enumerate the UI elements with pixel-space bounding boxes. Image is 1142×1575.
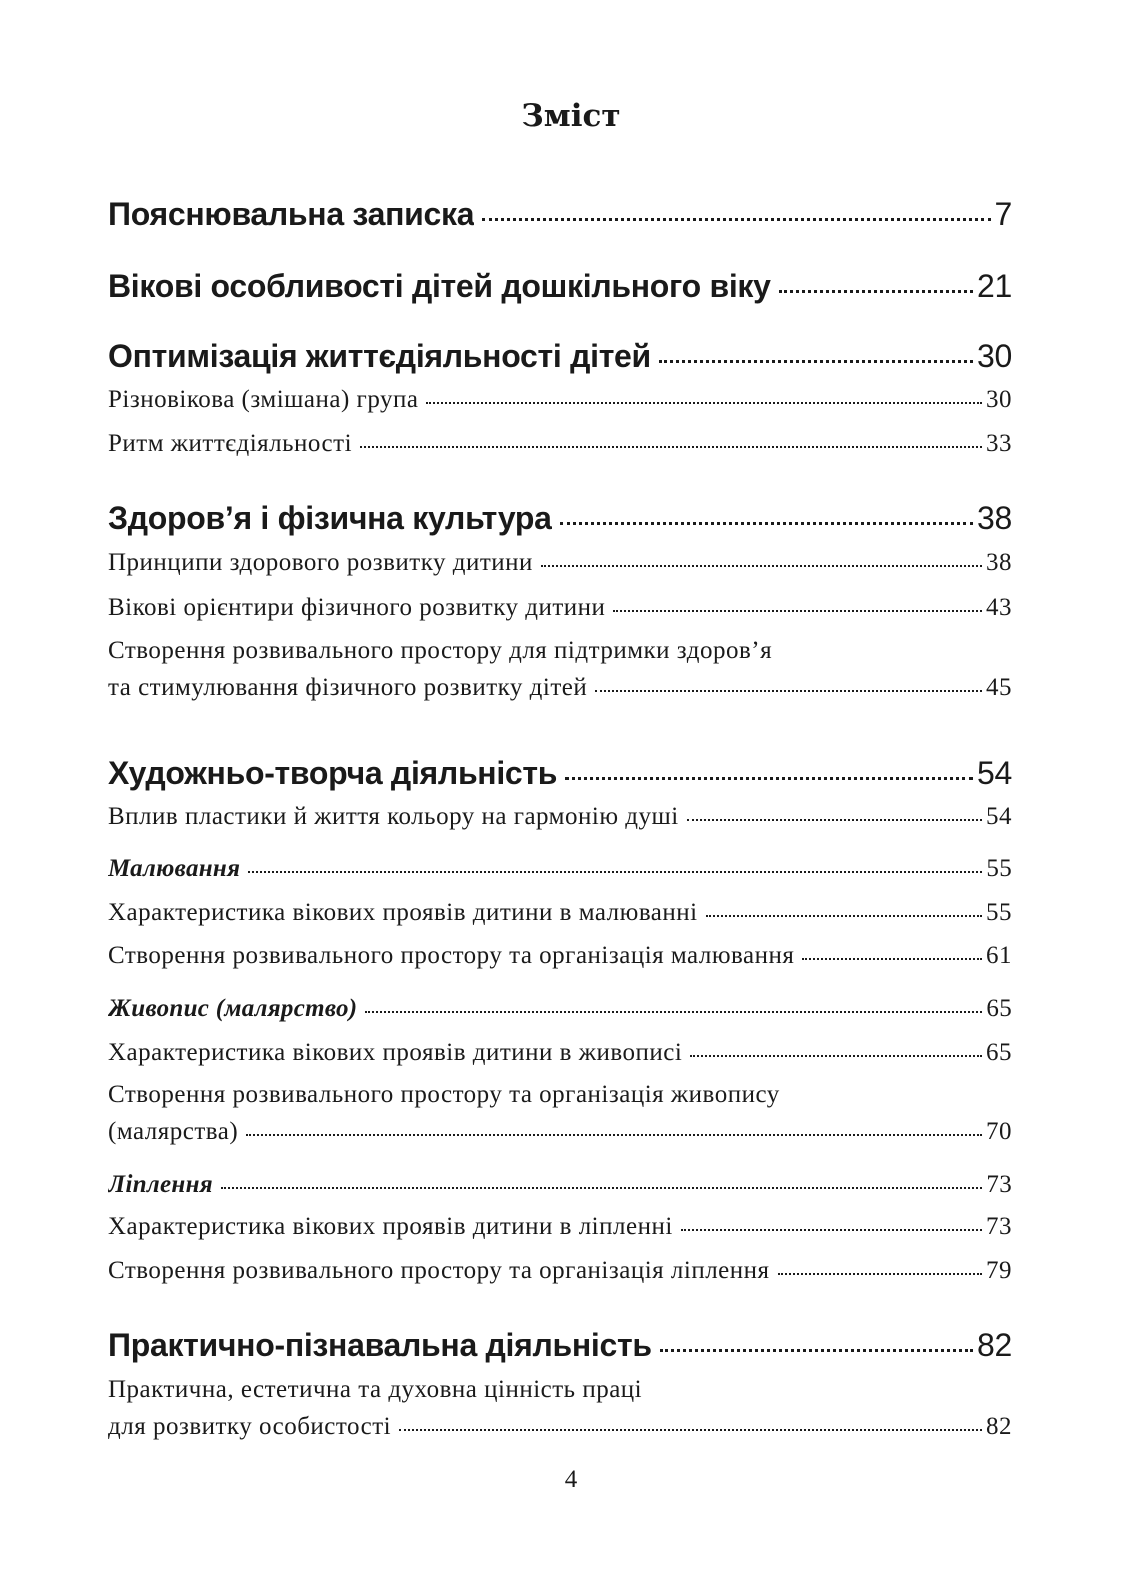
toc-subentry-line1[interactable]: Практична, естетична та духовна цінність праці xyxy=(108,1376,643,1403)
toc-page-number: 55 xyxy=(986,899,1012,926)
toc-subentry[interactable] xyxy=(108,1213,1012,1241)
toc-page-number: 61 xyxy=(986,942,1012,969)
dot-leader xyxy=(399,1429,982,1431)
toc-page-number: 82 xyxy=(977,1327,1012,1363)
toc-page-number: 65 xyxy=(986,995,1012,1022)
toc-page-number: 30 xyxy=(977,338,1012,374)
toc-entry-title: та стимулювання фізичного розвитку дітей xyxy=(108,674,588,701)
toc-entry-title: Практично-пізнавальна діяльність xyxy=(108,1327,652,1363)
toc-subentry[interactable] xyxy=(108,430,1012,458)
toc-subsection-modeling[interactable] xyxy=(108,1171,1012,1199)
toc-entry-title: для розвитку особистості xyxy=(108,1413,392,1440)
toc-section-age-features[interactable] xyxy=(108,268,1012,305)
page-number: 4 xyxy=(564,1466,578,1493)
toc-entry-title: Створення розвивального простору та організація ліплення xyxy=(108,1257,770,1284)
dot-leader xyxy=(778,1273,982,1275)
toc-subentry[interactable] xyxy=(108,1257,1012,1285)
dot-leader xyxy=(246,1134,982,1136)
toc-entry-title: Вікові орієнтири фізичного розвитку дитини xyxy=(108,594,606,621)
page-title: Зміст xyxy=(521,98,621,134)
dot-leader xyxy=(802,958,982,960)
toc-subentry[interactable] xyxy=(108,674,1012,702)
toc-subentry[interactable] xyxy=(108,1118,1012,1146)
dot-leader xyxy=(360,446,982,448)
dot-leader xyxy=(595,690,982,692)
dot-leader xyxy=(560,522,973,525)
dot-leader xyxy=(365,1011,982,1013)
toc-page-number: 43 xyxy=(986,594,1012,621)
toc-section-art-creative[interactable] xyxy=(108,755,1012,792)
toc-entry-title: Створення розвивального простору та організація малювання xyxy=(108,942,795,969)
toc-page-number: 82 xyxy=(986,1413,1012,1440)
toc-subentry[interactable] xyxy=(108,1039,1012,1067)
toc-subsection-drawing[interactable] xyxy=(108,855,1012,883)
toc-entry-title: Ритм життєдіяльності xyxy=(108,430,353,457)
toc-subentry[interactable] xyxy=(108,594,1012,622)
toc-entry-title: Малювання xyxy=(108,855,241,882)
dot-leader xyxy=(706,915,982,917)
toc-subentry[interactable] xyxy=(108,803,1012,831)
toc-subsection-painting[interactable] xyxy=(108,995,1012,1023)
toc-page-number: 79 xyxy=(986,1257,1012,1284)
toc-page-number: 55 xyxy=(986,855,1012,882)
toc-page-number: 70 xyxy=(986,1118,1012,1145)
dot-leader xyxy=(221,1187,982,1189)
toc-page-number: 73 xyxy=(986,1171,1012,1198)
toc-entry-title: Оптимізація життєдіяльності дітей xyxy=(108,338,651,374)
toc-entry-title: Характеристика вікових проявів дитини в малюванні xyxy=(108,899,698,926)
dot-leader xyxy=(426,402,982,404)
toc-entry-title: Характеристика вікових проявів дитини в ліпленні xyxy=(108,1213,673,1240)
dot-leader xyxy=(482,218,990,221)
dot-leader xyxy=(681,1229,982,1231)
dot-leader xyxy=(541,565,982,567)
toc-entry-title: Характеристика вікових проявів дитини в живописі xyxy=(108,1039,683,1066)
toc-entry-title: Пояснювальна записка xyxy=(108,196,475,232)
toc-section-practical-cognitive[interactable] xyxy=(108,1327,1012,1364)
toc-subentry[interactable] xyxy=(108,942,1012,970)
toc-subentry-line1[interactable]: Створення розвивального простору та організація живопису xyxy=(108,1081,780,1108)
dot-leader xyxy=(613,610,982,612)
toc-section-health[interactable] xyxy=(108,500,1012,537)
toc-page-number: 54 xyxy=(986,803,1012,830)
toc-page-number: 21 xyxy=(977,268,1012,304)
toc-entry-title: Художньо-творча діяльність xyxy=(108,755,558,791)
toc-page-number: 7 xyxy=(994,196,1012,232)
toc-page-number: 45 xyxy=(986,674,1012,701)
toc-page-number: 54 xyxy=(977,755,1012,791)
toc-subentry[interactable] xyxy=(108,899,1012,927)
toc-page-number: 38 xyxy=(986,549,1012,576)
toc-subentry[interactable] xyxy=(108,1413,1012,1441)
toc-entry-title: Різновікова (змішана) група xyxy=(108,386,419,413)
toc-entry-title: Ліплення xyxy=(108,1171,213,1198)
toc-page-number: 73 xyxy=(986,1213,1012,1240)
toc-page-number: 38 xyxy=(977,500,1012,536)
toc-entry-title: (малярства) xyxy=(108,1118,239,1145)
toc-subentry[interactable] xyxy=(108,549,1012,577)
toc-subentry[interactable] xyxy=(108,386,1012,414)
dot-leader xyxy=(687,819,982,821)
dot-leader xyxy=(690,1055,982,1057)
dot-leader xyxy=(779,290,973,293)
dot-leader xyxy=(660,1349,973,1352)
toc-entry-title: Принципи здорового розвитку дитини xyxy=(108,549,533,576)
toc-page-number: 33 xyxy=(986,430,1012,457)
dot-leader xyxy=(659,360,973,363)
toc-entry-title: Вікові особливості дітей дошкільного віку xyxy=(108,268,771,304)
toc-entry-title: Здоров’я і фізична культура xyxy=(108,500,552,536)
toc-page-number: 30 xyxy=(986,386,1012,413)
toc-entry-title: Вплив пластики й життя кольору на гармонію душі xyxy=(108,803,679,830)
toc-section-explanatory-note[interactable] xyxy=(108,196,1012,233)
dot-leader xyxy=(248,871,982,873)
toc-entry-title: Живопис (малярство) xyxy=(108,995,358,1022)
toc-section-optimization[interactable] xyxy=(108,338,1012,375)
toc-page-number: 65 xyxy=(986,1039,1012,1066)
toc-subentry-line1[interactable]: Створення розвивального простору для підтримки здоров’я xyxy=(108,637,773,664)
dot-leader xyxy=(565,777,973,780)
